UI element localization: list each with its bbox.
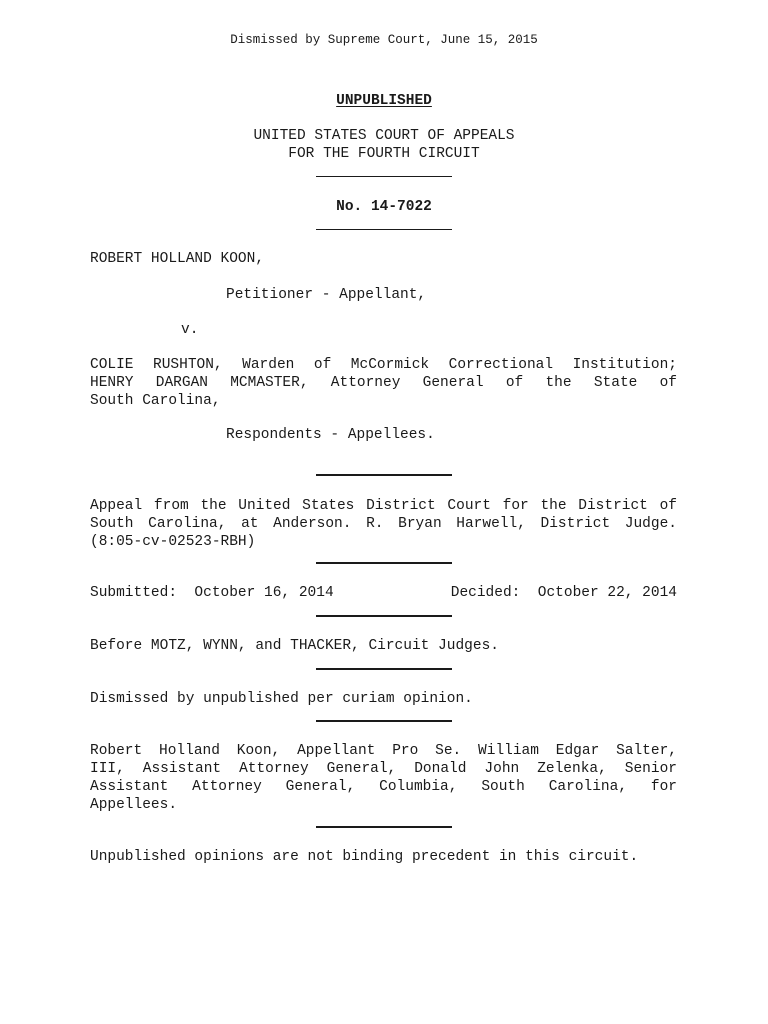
supreme-court-note: Dismissed by Supreme Court, June 15, 2015 (230, 33, 538, 47)
versus: v. (181, 322, 199, 338)
divider-rule (316, 474, 452, 476)
divider-rule (316, 826, 452, 828)
divider-rule (316, 615, 452, 617)
respondents-line2: HENRY DARGAN MCMASTER, Attorney General of the State of (90, 375, 677, 391)
respondents-block (90, 356, 677, 410)
respondents-role: Respondents - Appellees. (226, 427, 435, 443)
divider-rule (316, 668, 452, 670)
appeal-line1: Appeal from the United States District Court for the District of (90, 498, 677, 514)
case-number: No. 14-7022 (336, 199, 432, 215)
precedent-note: Unpublished opinions are not binding precedent in this circuit. (90, 849, 639, 865)
divider-rule (316, 176, 452, 177)
divider-rule (316, 562, 452, 564)
counsel-block (90, 742, 677, 814)
counsel-line2: III, Assistant Attorney General, Donald John Zelenka, Senior (90, 761, 677, 777)
submitted-date: Submitted: October 16, 2014 (90, 585, 334, 601)
decided-date: Decided: October 22, 2014 (450, 585, 677, 601)
dates-row (90, 584, 677, 602)
publication-status: UNPUBLISHED (336, 93, 432, 109)
petitioner-role: Petitioner - Appellant, (226, 287, 427, 303)
counsel-line1: Robert Holland Koon, Appellant Pro Se. William Edgar Salter, (90, 743, 677, 759)
appeal-line3: (8:05-cv-02523-RBH) (90, 534, 256, 550)
court-name-line1: UNITED STATES COURT OF APPEALS (253, 128, 515, 144)
disposition: Dismissed by unpublished per curiam opinion. (90, 691, 473, 707)
appeal-line2: South Carolina, at Anderson. R. Bryan Harwell, District Judge. (90, 516, 677, 532)
panel-judges: Before MOTZ, WYNN, and THACKER, Circuit Judges. (90, 638, 499, 654)
respondents-line3: South Carolina, (90, 393, 221, 409)
counsel-line3: Assistant Attorney General, Columbia, South Carolina, for (90, 779, 677, 795)
respondents-line1: COLIE RUSHTON, Warden of McCormick Correctional Institution; (90, 357, 677, 373)
divider-rule (316, 720, 452, 722)
court-name-line2: FOR THE FOURTH CIRCUIT (288, 146, 480, 162)
petitioner-name: ROBERT HOLLAND KOON, (90, 251, 265, 267)
divider-rule (316, 229, 452, 230)
counsel-line4: Appellees. (90, 797, 178, 813)
appeal-block (90, 497, 677, 551)
